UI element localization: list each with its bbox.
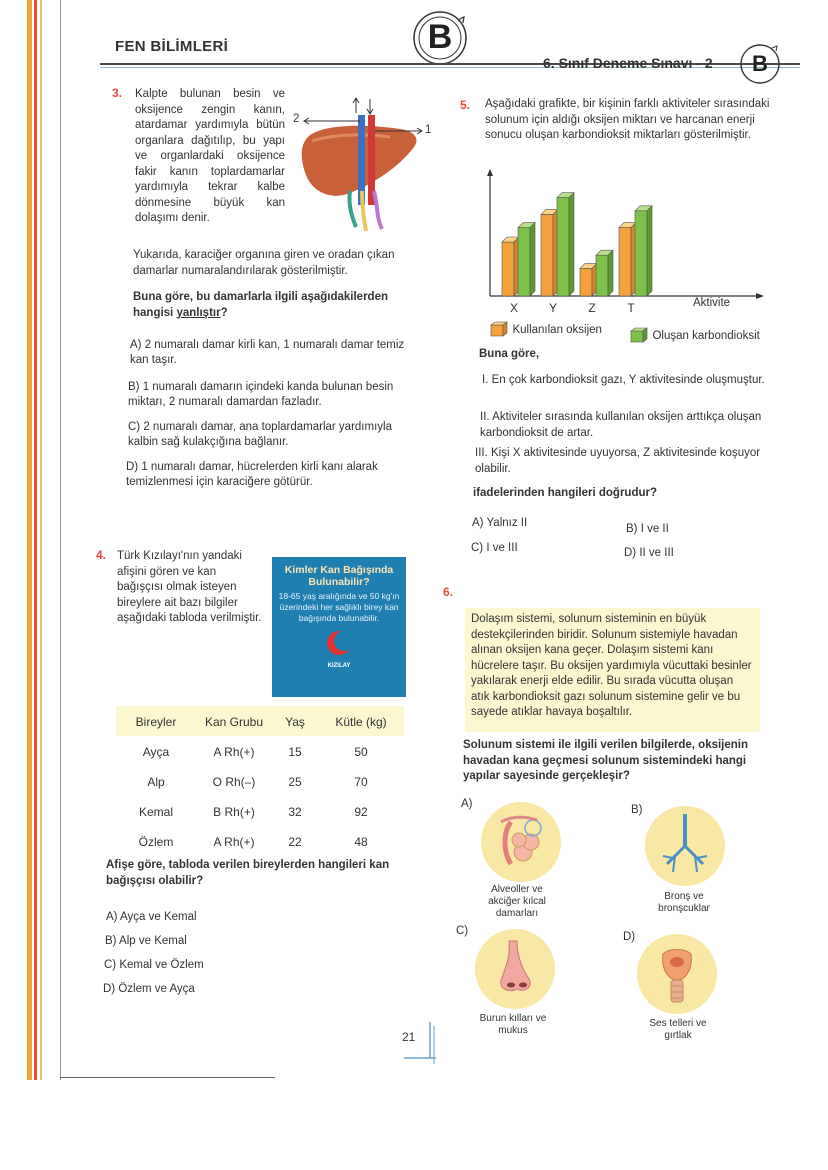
q5-option-a[interactable]: A) Yalnız II: [472, 517, 528, 529]
legend-co2-label: Oluşan karbondioksit: [652, 330, 760, 342]
chart-axis-label: Aktivite: [693, 297, 731, 309]
q4-number: 4.: [96, 548, 107, 562]
q6-number: 6.: [443, 585, 454, 599]
q5-statement-3: III. Kişi X aktivitesinde uyuyorsa, Z aktivitesinde koşuyor olabilir.: [475, 447, 761, 475]
th-yas: Yaş: [285, 715, 305, 729]
q4-option-b[interactable]: B) Alp ve Kemal: [105, 935, 187, 947]
q3-option-d[interactable]: D) 1 numaralı damar, hücrelerden kirli kanı alarak temizlenmesi için karaciğere götürür.: [126, 461, 378, 488]
page-edge-yellow: [40, 0, 42, 1080]
q5-statement-1: I. En çok karbondioksit gazı, Y aktivitesinde oluşmuştur.: [482, 374, 765, 386]
booklet-badge-small: [738, 42, 782, 86]
bar-side-Y-1: [569, 193, 574, 296]
booklet-badge: [410, 8, 470, 68]
alveoli-icon: [481, 802, 561, 882]
page-number: 21: [402, 1030, 416, 1044]
cell-age: 22: [288, 835, 302, 849]
th-kan-grubu: Kan Grubu: [204, 715, 264, 729]
bar-T-0: [619, 228, 631, 296]
q3-option-a[interactable]: A) 2 numaralı damar kirli kan, 1 numaralı damar temiz kan taşır.: [130, 339, 405, 366]
q3-description: Yukarıda, karaciğer organına giren ve oradan çıkan damarlar numaralandırılarak gösterilmiştir.: [133, 249, 395, 277]
corner-mark-icon: [398, 1020, 440, 1066]
kizilay-poster: [272, 557, 406, 697]
bronchi-icon: [645, 806, 725, 886]
q5-lead: Buna göre,: [479, 348, 540, 360]
q3-question-part1: Buna göre, bu damarlarla ilgili aşağıdakilerden hangisi: [133, 291, 388, 319]
cell-name: Kemal: [138, 805, 173, 819]
q6-option-b-label: Bronş ve bronşcuklar: [658, 891, 710, 914]
q3-number: 3.: [112, 86, 123, 100]
table-row: [116, 737, 404, 767]
table-row: [116, 827, 404, 857]
legend-oxygen-label: Kullanılan oksijen: [512, 324, 602, 336]
bar-Z-0: [580, 268, 592, 296]
q6-option-d-letter[interactable]: D): [623, 931, 636, 943]
q6-option-b-letter[interactable]: B): [631, 804, 643, 816]
q4-question: Afişe göre, tabloda verilen bireylerden hangileri kan bağışçısı olabilir?: [106, 859, 390, 887]
x-tick-T: T: [627, 301, 635, 315]
q5-option-d[interactable]: D) II ve III: [624, 547, 674, 559]
vessel-label-2: 2: [293, 113, 300, 125]
q6-option-a-label: Alveoller ve akciğer kılcal damarları: [488, 884, 546, 919]
cell-blood: A Rh(+): [213, 745, 255, 759]
donor-table-grid: [116, 707, 404, 857]
liver-illustration: [290, 95, 435, 235]
cell-name: Ayça: [142, 745, 170, 759]
q6-option-a-letter[interactable]: A): [461, 798, 473, 810]
poster-text: 18-65 yaş aralığında ve 50 kg'ın üzerindeki her sağlıklı birey kan bağışında bulunabilir.: [278, 591, 400, 623]
q6-option-d-image[interactable]: [637, 934, 717, 1014]
booklet-letter-small: B: [752, 51, 768, 76]
cell-age: 32: [288, 805, 302, 819]
page-edge-orange: [27, 0, 32, 1080]
cell-blood: A Rh(+): [213, 835, 255, 849]
q6-option-d-label: Ses telleri ve gırtlak: [649, 1018, 707, 1041]
bar-T-1: [635, 211, 647, 296]
x-tick-X: X: [509, 301, 519, 315]
q3-intro: Kalpte bulunan besin ve oksijence zengin kanın, atardamar yardımıyla bütün organlara dağıtılıp, bu yapı ve organlardaki oksijence fakir kanın toplardamarlar yardımıyla tekrar kalbe dönmesine büyük kan dolaşımı denir.: [135, 88, 285, 224]
q3-option-b[interactable]: B) 1 numaralı damarın içindeki kanda bulunan besin miktarı, 2 numaralı damardan fazladır.: [128, 381, 394, 408]
q4-option-d[interactable]: D) Özlem ve Ayça: [103, 983, 195, 995]
q3-question-mark: ?: [220, 306, 228, 319]
bar-Y-0: [541, 214, 553, 296]
y-axis-arrow: [487, 169, 493, 176]
q6-passage: Dolaşım sistemi, solunum sisteminin en büyük destekçilerinden biridir. Solunum sistemiyle havadan alınan oksijen kana geçer. Dolaşım sistemi kanı hücrelere taşır. Bu oksijen yardımıyla vücuttaki besinler yakılarak enerji elde edilir. Bu sırada vücutta oluşan atık karbondioksit gazı solunum sistemine gelir ve bu sayede atıklar havaya boşaltılır.: [465, 608, 760, 732]
bar-X-1: [518, 228, 530, 296]
legend-oxygen-swatch-icon: [490, 321, 508, 337]
q6-question: Solunum sistemi ile ilgili verilen bilgilerde, oksijenin havadan kana geçmesi solunum sistemindeki hangi yapılar sayesinde gerçekleşir?: [463, 739, 749, 782]
q4-intro: Türk Kızılayı'nın yandaki afişini gören ve kan bağışçısı olmak isteyen bireylere ait bazı bilgiler aşağıdaki tabloda verilmiştir.: [117, 550, 262, 624]
q5-statement-2: II. Aktiviteler sırasında kullanılan oksijen arttıkça oluşan karbondioksit de artar.: [480, 411, 762, 439]
footer-rule: [60, 1077, 275, 1078]
legend-co2: [630, 326, 760, 345]
poster-title: Kimler Kan Bağışında Bulunabilir?: [284, 564, 394, 588]
margin-line: [60, 0, 61, 1080]
q6-option-c-label: Burun kılları ve mukus: [479, 1013, 547, 1036]
q6-option-b-image[interactable]: [645, 806, 725, 886]
bar-Y-1: [557, 198, 569, 296]
q5-intro: Aşağıdaki grafikte, bir kişinin farklı aktiviteler sırasındaki solunum için aldığı oksijen miktarı ve harcanan enerji sonucu oluşan karbondioksit miktarları gösterilmiştir.: [485, 98, 770, 141]
q5-question: ifadelerinden hangileri doğrudur?: [473, 487, 658, 499]
x-tick-Y: Y: [548, 301, 558, 315]
legend-co2-swatch-icon: [630, 327, 648, 343]
page-edge-red: [34, 0, 37, 1080]
bar-Z-1: [596, 255, 608, 296]
booklet-letter: B: [427, 18, 453, 56]
q3-question: [133, 290, 425, 321]
bar-side-X-1: [530, 223, 535, 296]
cell-name: Özlem: [138, 835, 174, 849]
q5-option-b[interactable]: B) I ve II: [626, 523, 669, 535]
table-row: [116, 797, 404, 827]
subject-title: FEN BİLİMLERİ: [115, 38, 229, 55]
th-kutle: Kütle (kg): [335, 715, 387, 729]
x-axis-arrow: [756, 293, 764, 299]
legend-oxygen: [490, 320, 602, 339]
bar-X-0: [502, 242, 514, 296]
q6-option-a-image[interactable]: [481, 802, 561, 882]
poster-logo-text: KIZILAY: [327, 663, 351, 669]
q4-option-c[interactable]: C) Kemal ve Özlem: [104, 959, 204, 971]
vessel-label-1: 1: [425, 124, 432, 136]
cell-mass: 92: [354, 805, 368, 819]
q6-option-c-image[interactable]: [475, 929, 555, 1009]
x-tick-Z: Z: [588, 301, 596, 315]
bar-side-T-1: [647, 206, 652, 296]
larynx-icon: [637, 934, 717, 1014]
q3-option-c[interactable]: C) 2 numaralı damar, ana toplardamarlar yardımıyla kalbin sağ kulakçığına bağlanır.: [128, 421, 392, 448]
cell-mass: 48: [354, 835, 368, 849]
liver-icon: [290, 95, 435, 235]
q5-number: 5.: [460, 98, 471, 112]
cell-name: Alp: [147, 775, 165, 789]
exam-title: 6. Sınıf Deneme Sınavı - 2: [543, 55, 713, 71]
q6-option-c-letter[interactable]: C): [456, 925, 469, 937]
q4-option-a[interactable]: A) Ayça ve Kemal: [106, 911, 197, 923]
nose-icon: [475, 929, 555, 1009]
cell-mass: 50: [354, 745, 368, 759]
page-corner-mark: [398, 1020, 440, 1066]
table-row: [116, 767, 404, 797]
cell-blood: B Rh(+): [213, 805, 255, 819]
crescent-icon: [319, 628, 359, 658]
q3-question-emphasis: yanlıştır: [176, 306, 221, 319]
cell-blood: O Rh(–): [212, 775, 256, 789]
cell-mass: 70: [354, 775, 368, 789]
th-bireyler: Bireyler: [135, 715, 177, 729]
cell-age: 15: [288, 745, 302, 759]
q5-option-c[interactable]: C) I ve III: [471, 542, 518, 554]
cell-age: 25: [288, 775, 302, 789]
bar-side-Z-1: [608, 250, 613, 296]
table-header-row: [116, 707, 404, 737]
